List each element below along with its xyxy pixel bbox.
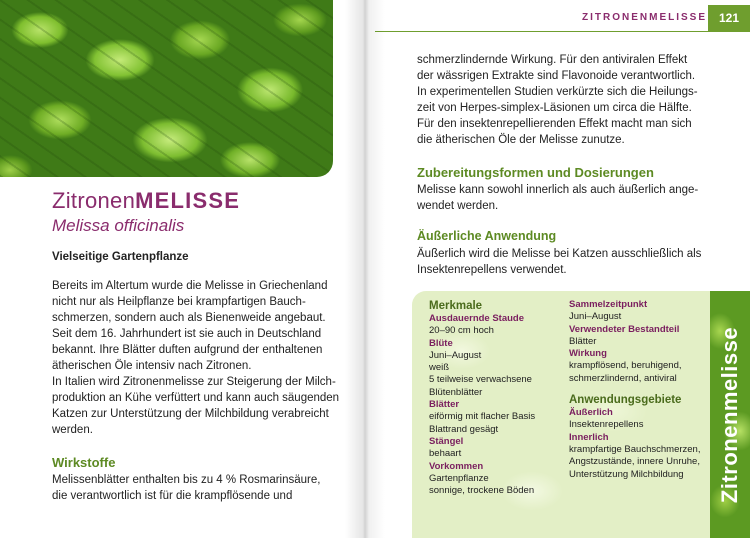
chapter-side-tab bbox=[710, 291, 750, 538]
infobox-rows bbox=[569, 299, 709, 385]
infobox-value: krampflösend, beruhigend, bbox=[569, 360, 682, 372]
text-line: Insektenrepellens verwendet. bbox=[417, 264, 567, 276]
latin-name: Melissa officinalis bbox=[52, 216, 185, 235]
infobox-value: weiß bbox=[429, 362, 450, 374]
running-head: ZITRONENMELISSE bbox=[582, 12, 708, 23]
text-line: die ätherischen Öle der Melisse zunutze. bbox=[417, 134, 625, 146]
text-line: zeit von Herpes-simplex-Läsionen um circa die Hälfte. bbox=[417, 102, 692, 114]
plant-title bbox=[52, 188, 240, 214]
text-line: Melisse kann sowohl innerlich als auch äußerlich ange- bbox=[417, 184, 699, 196]
infobox-label: Innerlich bbox=[569, 431, 609, 443]
text-line: Bereits im Altertum wurde die Melisse in Griechenland bbox=[52, 280, 328, 292]
infobox-value: Blütenblätter bbox=[429, 386, 483, 398]
text-line: schmerzlindernde Wirkung. Für den antiviralen Effekt bbox=[417, 54, 688, 66]
infobox-value: 5 teilweise verwachsene bbox=[429, 374, 532, 386]
infobox-value: krampfartige Bauchschmerzen, bbox=[569, 443, 701, 455]
section-heading-wirkstoffe: Wirkstoffe bbox=[52, 455, 116, 470]
infobox-heading: Merkmale bbox=[429, 300, 483, 312]
side-tab-label: Zitronenmelisse bbox=[717, 326, 742, 503]
profile-infobox bbox=[412, 291, 710, 538]
infobox-label: Verwendeter Bestandteil bbox=[569, 323, 680, 335]
infobox-label: Stängel bbox=[429, 435, 464, 447]
infobox-value: 20–90 cm hoch bbox=[429, 325, 494, 337]
infobox-label: Blätter bbox=[429, 399, 460, 411]
left-page bbox=[0, 0, 360, 538]
text-line: Für den insektenrepellierenden Effekt macht man sich bbox=[417, 118, 692, 130]
title-light: Zitronen bbox=[52, 188, 136, 213]
wirkstoffe-paragraph bbox=[52, 472, 342, 504]
text-line: Melissenblätter enthalten bis zu 4 % Rosmarinsäure, bbox=[52, 474, 321, 486]
text-line: In experimentellen Studien verkürzte sich die Heilungs- bbox=[417, 86, 698, 98]
text-line: bekannt. Ihre Blätter duften aufgrund der enthaltenen bbox=[52, 344, 323, 356]
infobox-rows bbox=[569, 407, 709, 481]
section-heading-forms: Zubereitungsformen und Dosierungen bbox=[417, 165, 654, 180]
text-line: In Italien wird Zitronenmelisse zur Steigerung der Milch- bbox=[52, 376, 336, 388]
lead-heading: Vielseitige Gartenpflanze bbox=[52, 251, 189, 263]
infobox-value: Juni–August bbox=[429, 349, 482, 361]
continued-paragraph bbox=[417, 52, 737, 148]
text-line: nicht nur als Heilpflanze bei krampfartigen Bauch- bbox=[52, 296, 306, 308]
text-line: Seit dem 16. Jahrhundert ist sie auch in Deutschland bbox=[52, 328, 322, 340]
text-line: der wässrigen Extrakte sind Flavonoide verantwortlich. bbox=[417, 70, 696, 82]
infobox-value: Unterstützung Milchbildung bbox=[569, 468, 684, 480]
infobox-value: sonnige, trockene Böden bbox=[429, 485, 535, 497]
forms-paragraph bbox=[417, 182, 737, 214]
infobox-value: schmerzlindernd, antiviral bbox=[569, 372, 677, 384]
infobox-value: Blattrand gesägt bbox=[429, 423, 499, 435]
infobox-label: Vorkommen bbox=[429, 460, 484, 472]
intro-paragraph bbox=[52, 278, 342, 438]
infobox-heading: Anwendungsgebiete bbox=[569, 394, 682, 407]
text-line: schmerzen, sondern auch als Bienenweide angebaut. bbox=[52, 312, 326, 324]
infobox-value: Gartenpflanze bbox=[429, 472, 489, 484]
text-line: die verantwortlich ist für die krampflösende und bbox=[52, 490, 293, 502]
infobox-label: Sammelzeitpunkt bbox=[569, 299, 648, 310]
infobox-column-characteristics bbox=[429, 299, 571, 497]
text-line: produktion an Kühe verfüttert und kann auch säugenden bbox=[52, 392, 340, 404]
infobox-value: Juni–August bbox=[569, 311, 622, 323]
spacer bbox=[569, 385, 709, 393]
page-number: 121 bbox=[708, 5, 750, 31]
text-line: werden. bbox=[52, 424, 93, 436]
infobox-label: Ausdauernde Staude bbox=[429, 313, 525, 324]
infobox-rows bbox=[429, 313, 571, 497]
infobox-value: eiförmig mit flacher Basis bbox=[429, 411, 536, 423]
title-bold: MELISSE bbox=[135, 188, 241, 213]
infobox-label: Wirkung bbox=[569, 348, 607, 360]
infobox-label: Äußerlich bbox=[569, 407, 613, 419]
infobox-value: Insektenrepellens bbox=[569, 419, 644, 431]
text-line: wendet werden. bbox=[417, 200, 499, 212]
infobox-column-usage bbox=[569, 299, 709, 481]
infobox-value: Angstzustände, innere Unruhe, bbox=[569, 456, 700, 468]
text-line: ätherischen Öle intensiv nach Zitronen. bbox=[52, 360, 252, 372]
infobox-value: Blätter bbox=[569, 335, 597, 347]
external-paragraph bbox=[417, 246, 737, 278]
infobox-label: Blüte bbox=[429, 337, 453, 349]
section-heading-external: Äußerliche Anwendung bbox=[417, 229, 557, 243]
infobox-value: behaart bbox=[429, 448, 462, 460]
header-rule bbox=[375, 31, 750, 32]
lemon-balm-photo bbox=[0, 0, 333, 177]
text-line: Äußerlich wird die Melisse bei Katzen ausschließlich als bbox=[417, 248, 702, 260]
text-line: Katzen zur Unterstützung der Milchbildung verabreicht bbox=[52, 408, 329, 420]
right-page bbox=[360, 0, 750, 538]
